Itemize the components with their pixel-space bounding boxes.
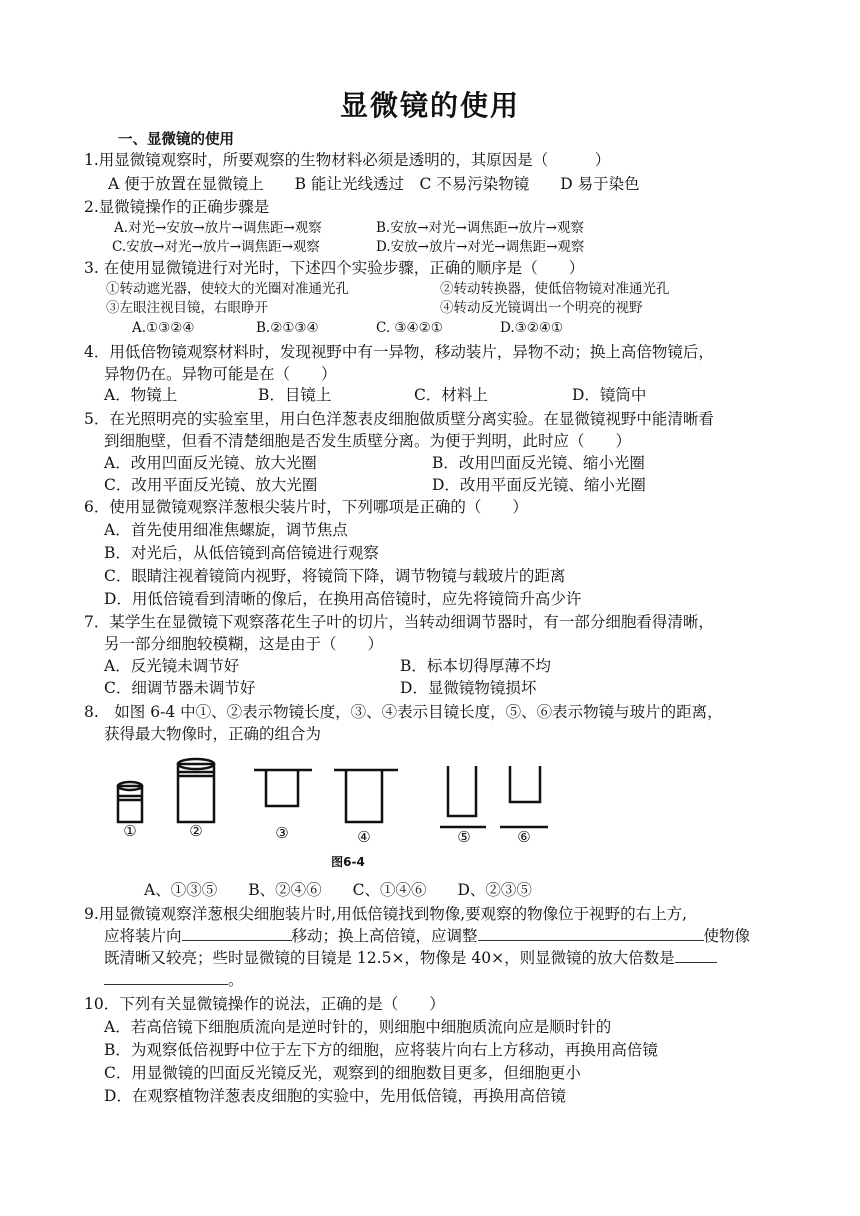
q2-option-b: B.安放→对光→调焦距→放片→观察 [376,220,584,236]
q7-option-d: D．显微镜物镜损坏 [400,679,537,697]
q2-option-a: A.对光→安放→放片→调焦距→观察 [114,220,322,236]
q2-option-d: D.安放→放片→对光→调焦距→观察 [376,239,585,255]
q8-options: A、①③⑤ B、②④⑥ C、①④⑥ D、②③⑤ [144,881,532,899]
q6-stem: 6．使用显微镜观察洋葱根尖装片时，下列哪项是正确的（ ） [84,498,528,516]
q9-line3 [104,948,717,968]
q5-option-d: D．改用平面反光镜、缩小光圈 [432,476,646,494]
q8-stem-line1: 8. 如图 6-4 中①、②表示物镜长度，③、④表示目镜长度，⑤、⑥表示物镜与玻片的距离， [84,703,723,721]
q10-stem: 10．下列有关显微镜操作的说法，正确的是（ ） [84,995,445,1013]
q8-stem-line2: 获得最大物像时，正确的组合为 [104,725,322,743]
q4-stem-line1: 4．用低倍物镜观察材料时，发现视野中有一异物，移动装片，异物不动；换上高倍物镜后， [84,343,714,361]
eyepiece-long-icon [334,770,398,822]
q3-option-b: B.②①③④ [256,320,319,336]
objective-long-icon [178,759,214,822]
page-title: 显微镜的使用 [339,89,520,122]
q4-stem-line2: 异物仍在。异物可能是在（ ） [104,365,337,383]
q9-text-c: 使物像 [703,927,751,945]
objective-short-icon [118,782,142,822]
q9-text-d: 既清晰又较亮；些时显微镜的目镜是 12.5×，物像是 40×，则显微镜的放大倍数是 [104,949,675,967]
q9-text-a: 应将装片向 [104,927,182,945]
q4-option-a: A．物镜上 [104,386,178,404]
fig-label-2: ② [189,822,203,840]
q9-blank-magnification-cont[interactable] [104,970,228,985]
fig-label-6: ⑥ [517,828,531,846]
q9-blank-magnification[interactable] [675,948,717,963]
q10-option-d: D．在观察植物洋葱表皮细胞的实验中，先用低倍镜，再换用高倍镜 [104,1087,566,1105]
q4-option-c: C．材料上 [414,386,488,404]
fig-label-1: ① [123,822,137,840]
q4-option-b: B．目镜上 [258,386,332,404]
q3-step-3: ③左眼注视目镜，右眼睁开 [106,300,268,316]
eyepiece-short-icon [254,770,312,806]
q5-option-a: A．改用凹面反光镜、放大光圈 [104,454,317,472]
q9-blank-direction[interactable] [182,926,292,941]
q3-step-4: ④转动反光镜调出一个明亮的视野 [440,300,643,316]
q3-step-2: ②转动转换器，使低倍物镜对准通光孔 [440,281,670,297]
q6-option-d: D．用低倍镜看到清晰的像后，在换用高倍镜时，应先将镜筒升高少许 [104,590,582,608]
q3-option-c: C. ③④②① [376,320,443,336]
q2-stem: 2.显微镜操作的正确步骤是 [84,198,270,216]
q5-option-c: C．改用平面反光镜、放大光圈 [104,476,318,494]
q7-option-c: C．细调节器未调节好 [104,679,256,697]
q7-stem-line2: 另一部分细胞较模糊，这是由于（ ） [104,635,384,653]
fig-label-3: ③ [275,824,289,842]
q10-option-c: C．用显微镜的凹面反光镜反光，观察到的细胞数目更多，但细胞更小 [104,1064,581,1082]
q6-option-b: B．对光后，从低倍镜到高倍镜进行观察 [104,544,379,562]
q1-stem: 1.用显微镜观察时，所要观察的生物材料必须是透明的，其原因是（ ） [84,151,611,169]
q7-option-b: B．标本切得厚薄不均 [400,657,551,675]
q5-stem-line2: 到细胞壁，但看不清楚细胞是否发生质壁分离。为便于判明，此时应（ ） [104,432,632,450]
q3-stem: 3. 在使用显微镜进行对光时，下述四个实验步骤，正确的顺序是（ ） [84,259,585,277]
q9-line1: 9.用显微镜观察洋葱根尖细胞装片时,用低倍镜找到物像,要观察的物像位于视野的右上方, [84,905,688,923]
q5-option-b: B．改用凹面反光镜、缩小光圈 [432,454,645,472]
q7-stem-line1: 7．某学生在显微镜下观察落花生子叶的切片，当转动细调节器时，有一部分细胞看得清晰， [84,613,714,631]
section-heading: 一、显微镜的使用 [118,132,234,148]
q5-stem-line1: 5．在光照明亮的实验室里，用白色洋葱表皮细胞做质壁分离实验。在显微镜视野中能清晰看 [84,410,714,428]
fig-label-4: ④ [357,828,371,846]
q6-option-a: A．首先使用细准焦螺旋，调节焦点 [104,521,348,539]
q9-line4 [104,970,244,990]
q6-option-c: C．眼睛注视着镜筒内视野，将镜筒下降，调节物镜与载玻片的距离 [104,567,566,585]
q1-options: A 便于放置在显微镜上 B 能让光线透过 C 不易污染物镜 D 易于染色 [108,175,640,193]
q3-option-d: D.③②④① [500,320,564,336]
q9-text-b: 移动；换上高倍镜，应调整 [291,927,478,945]
q9-end: 。 [228,971,244,989]
q9-line2 [104,926,750,946]
fig-label-5: ⑤ [457,828,471,846]
q9-blank-adjust[interactable] [478,926,704,941]
q10-option-b: B．为观察低倍视野中位于左下方的细胞，应将装片向右上方移动，再换用高倍镜 [104,1041,658,1059]
q2-option-c: C.安放→对光→放片→调焦距→观察 [112,239,320,255]
objective-slide-near-icon [440,766,486,827]
q3-option-a: A.①③②④ [132,320,195,336]
q4-option-d: D．镜筒中 [572,386,647,404]
objective-slide-far-icon [500,766,548,827]
q7-option-a: A．反光镜未调节好 [104,657,240,675]
figure-caption: 图6-4 [331,855,365,869]
q10-option-a: A．若高倍镜下细胞质流向是逆时针的，则细胞中细胞质流向应是顺时针的 [104,1018,612,1036]
q3-step-1: ①转动遮光器，使较大的光圈对准通光孔 [106,281,349,297]
